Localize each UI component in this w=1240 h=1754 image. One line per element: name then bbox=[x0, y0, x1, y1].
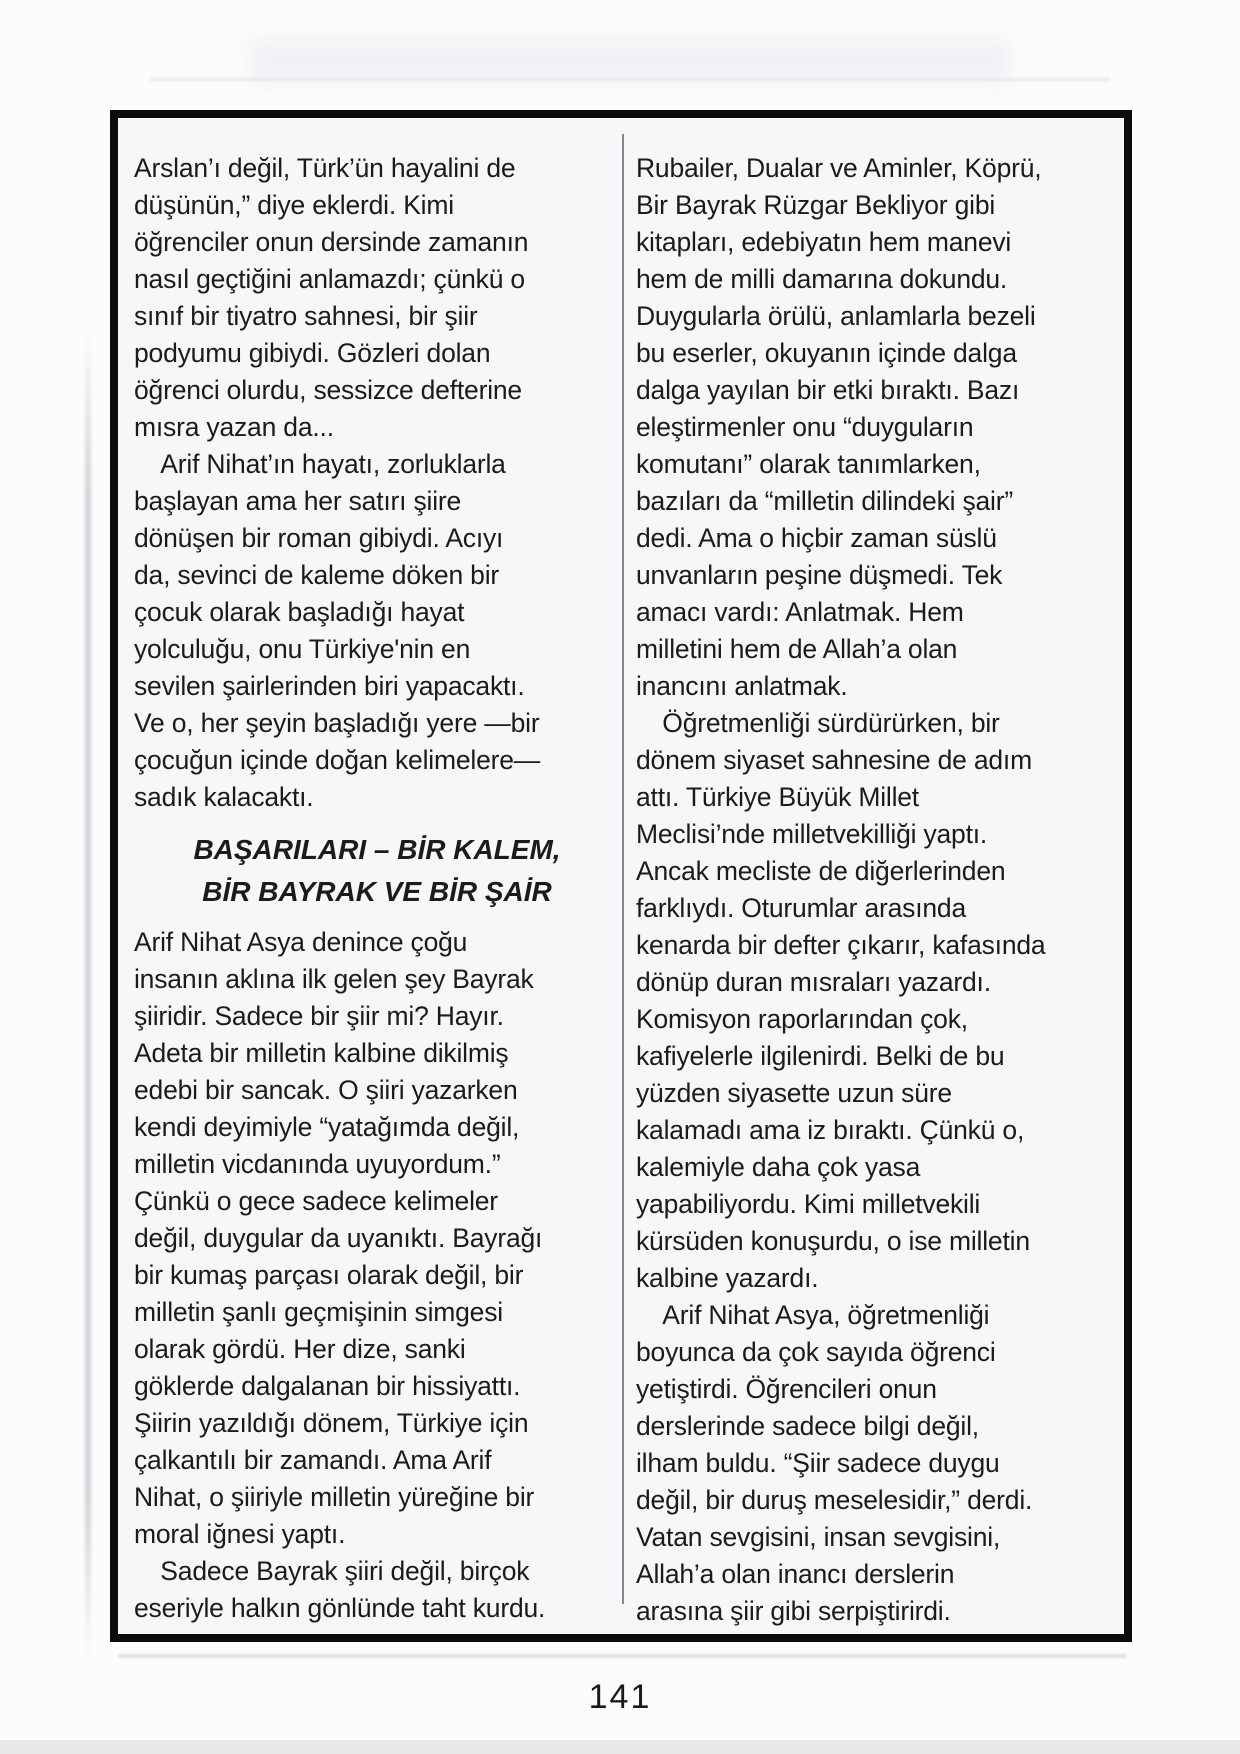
text-line: inancını anlatmak. bbox=[636, 671, 848, 701]
text-line: düşünün,” diye eklerdi. Kimi bbox=[134, 190, 454, 220]
text-line: sınıf bir tiyatro sahnesi, bir şiir bbox=[134, 301, 478, 331]
text-line: Çünkü o gece sadece kelimeler bbox=[134, 1186, 498, 1216]
text-line: değil, duygular da uyanıktı. Bayrağı bbox=[134, 1223, 543, 1253]
text-line: attı. Türkiye Büyük Millet bbox=[636, 782, 919, 812]
text-line: BAŞARILARI – BİR KALEM, bbox=[193, 834, 561, 865]
text-line: kalamadı ama iz bıraktı. Çünkü o, bbox=[636, 1115, 1025, 1145]
scan-artifact-bottom-ghost bbox=[118, 1654, 1126, 1658]
text-line: arasına şiir gibi serpiştirirdi. bbox=[636, 1596, 951, 1626]
text-line: yüzden siyasette uzun süre bbox=[636, 1078, 952, 1108]
text-line: Vatan sevgisini, insan sevgisini, bbox=[636, 1522, 1001, 1552]
text-line: olarak gördü. Her dize, sanki bbox=[134, 1334, 466, 1364]
text-line: dönüp duran mısraları yazardı. bbox=[636, 967, 991, 997]
text-line: Rubailer, Dualar ve Aminler, Köprü, bbox=[636, 153, 1042, 183]
text-line: sadık kalacaktı. bbox=[134, 782, 314, 812]
text-line: Adeta bir milletin kalbine dikilmiş bbox=[134, 1038, 509, 1068]
paragraph bbox=[636, 705, 1122, 1297]
text-line: kenarda bir defter çıkarır, kafasında bbox=[636, 930, 1046, 960]
text-line: değil, bir duruş meselesidir,” derdi. bbox=[636, 1485, 1033, 1515]
text-line: ilham buldu. “Şiir sadece duygu bbox=[636, 1448, 1000, 1478]
text-line: çocuğun içinde doğan kelimelere— bbox=[134, 745, 541, 775]
text-line: insanın aklına ilk gelen şey Bayrak bbox=[134, 964, 534, 994]
text-line: komutanı” olarak tanımlarken, bbox=[636, 449, 981, 479]
text-line: dedi. Ama o hiçbir zaman süslü bbox=[636, 523, 997, 553]
text-line: milletini hem de Allah’a olan bbox=[636, 634, 958, 664]
scan-artifact-top-band bbox=[250, 38, 1010, 84]
text-line: yolculuğu, onu Türkiye'nin en bbox=[134, 634, 471, 664]
text-line: farklıydı. Oturumlar arasında bbox=[636, 893, 966, 923]
text-line: bir kumaş parçası olarak değil, bir bbox=[134, 1260, 524, 1290]
text-line: Meclisi’nde milletvekilliği yaptı. bbox=[636, 819, 988, 849]
scan-artifact-left-ghost bbox=[85, 330, 91, 1660]
text-line: Arif Nihat Asya denince çoğu bbox=[134, 927, 468, 957]
text-line: BİR BAYRAK VE BİR ŞAİR bbox=[202, 876, 552, 907]
text-line: çocuk olarak başladığı hayat bbox=[134, 597, 465, 627]
text-line: Ve o, her şeyin başladığı yere —bir bbox=[134, 708, 540, 738]
text-line: kendi deyimiyle “yatağımda değil, bbox=[134, 1112, 520, 1142]
text-line: podyumu gibiydi. Gözleri dolan bbox=[134, 338, 491, 368]
text-line: dalga yayılan bir etki bıraktı. Bazı bbox=[636, 375, 1020, 405]
text-line: şiiridir. Sadece bir şiir mi? Hayır. bbox=[134, 1001, 504, 1031]
scan-artifact-top-line bbox=[150, 78, 1110, 81]
paragraph bbox=[134, 446, 620, 816]
text-line: bu eserler, okuyanın içinde dalga bbox=[636, 338, 1017, 368]
text-line: Arif Nihat’ın hayatı, zorluklarla bbox=[134, 449, 506, 479]
section-heading bbox=[134, 829, 620, 913]
text-line: eleştirmenler onu “duyguların bbox=[636, 412, 974, 442]
text-line: amacı vardı: Anlatmak. Hem bbox=[636, 597, 964, 627]
text-line: derslerinde sadece bilgi değil, bbox=[636, 1411, 979, 1441]
text-line: kitapları, edebiyatın hem manevi bbox=[636, 227, 1012, 257]
paragraph bbox=[636, 150, 1122, 705]
text-line: milletin vicdanında uyuyordum.” bbox=[134, 1149, 501, 1179]
text-line: başlayan ama her satırı şiire bbox=[134, 486, 462, 516]
text-line: sevilen şairlerinden biri yapacaktı. bbox=[134, 671, 525, 701]
paragraph bbox=[134, 150, 620, 446]
text-frame bbox=[110, 110, 1132, 1642]
text-line: Şiirin yazıldığı dönem, Türkiye için bbox=[134, 1408, 529, 1438]
text-line: öğrenci olurdu, sessizce defterine bbox=[134, 375, 522, 405]
text-line: Duygularla örülü, anlamlarla bezeli bbox=[636, 301, 1036, 331]
text-line: boyunca da çok sayıda öğrenci bbox=[636, 1337, 996, 1367]
text-line: moral iğnesi yaptı. bbox=[134, 1519, 346, 1549]
paragraph bbox=[636, 1297, 1122, 1630]
text-line: kalemiyle daha çok yasa bbox=[636, 1152, 921, 1182]
text-line: kürsüden konuşurdu, o ise milletin bbox=[636, 1226, 1030, 1256]
text-line: kafiyelerle ilgilenirdi. Belki de bu bbox=[636, 1041, 1005, 1071]
scan-artifact-bottom-strip bbox=[0, 1740, 1240, 1754]
text-line: öğrenciler onun dersinde zamanın bbox=[134, 227, 529, 257]
text-line: Sadece Bayrak şiiri değil, birçok bbox=[134, 1556, 530, 1586]
text-line: Ancak mecliste de diğerlerinden bbox=[636, 856, 1006, 886]
text-line: Öğretmenliği sürdürürken, bir bbox=[636, 708, 1000, 738]
paragraph bbox=[134, 1553, 620, 1627]
text-line: Bir Bayrak Rüzgar Bekliyor gibi bbox=[636, 190, 996, 220]
column-divider bbox=[622, 134, 624, 1604]
text-line: bazıları da “milletin dilindeki şair” bbox=[636, 486, 1013, 516]
text-line: yapabiliyordu. Kimi milletvekili bbox=[636, 1189, 981, 1219]
text-line: milletin şanlı geçmişinin simgesi bbox=[134, 1297, 503, 1327]
page-number: 141 bbox=[588, 1678, 652, 1716]
text-line: mısra yazan da... bbox=[134, 412, 334, 442]
text-line: kalbine yazardı. bbox=[636, 1263, 819, 1293]
text-line: Nihat, o şiiriyle milletin yüreğine bir bbox=[134, 1482, 535, 1512]
text-line: dönüşen bir roman gibiydi. Acıyı bbox=[134, 523, 504, 553]
text-line: Komisyon raporlarından çok, bbox=[636, 1004, 968, 1034]
text-line: eseriyle halkın gönlünde taht kurdu. bbox=[134, 1593, 546, 1623]
text-line: da, sevinci de kaleme döken bir bbox=[134, 560, 500, 590]
paragraph bbox=[134, 924, 620, 1553]
column-right bbox=[636, 150, 1122, 1630]
text-line: nasıl geçtiğini anlamazdı; çünkü o bbox=[134, 264, 525, 294]
text-line: dönem siyaset sahnesine de adım bbox=[636, 745, 1032, 775]
text-line: Arslan’ı değil, Türk’ün hayalini de bbox=[134, 153, 516, 183]
column-left bbox=[134, 150, 620, 1627]
text-line: edebi bir sancak. O şiiri yazarken bbox=[134, 1075, 518, 1105]
text-line: göklerde dalgalanan bir hissiyattı. bbox=[134, 1371, 521, 1401]
text-line: hem de milli damarına dokundu. bbox=[636, 264, 1008, 294]
text-line: çalkantılı bir zamandı. Ama Arif bbox=[134, 1445, 492, 1475]
text-line: Allah’a olan inancı derslerin bbox=[636, 1559, 955, 1589]
text-line: Arif Nihat Asya, öğretmenliği bbox=[636, 1300, 990, 1330]
text-line: yetiştirdi. Öğrencileri onun bbox=[636, 1374, 937, 1404]
text-line: unvanların peşine düşmedi. Tek bbox=[636, 560, 1003, 590]
